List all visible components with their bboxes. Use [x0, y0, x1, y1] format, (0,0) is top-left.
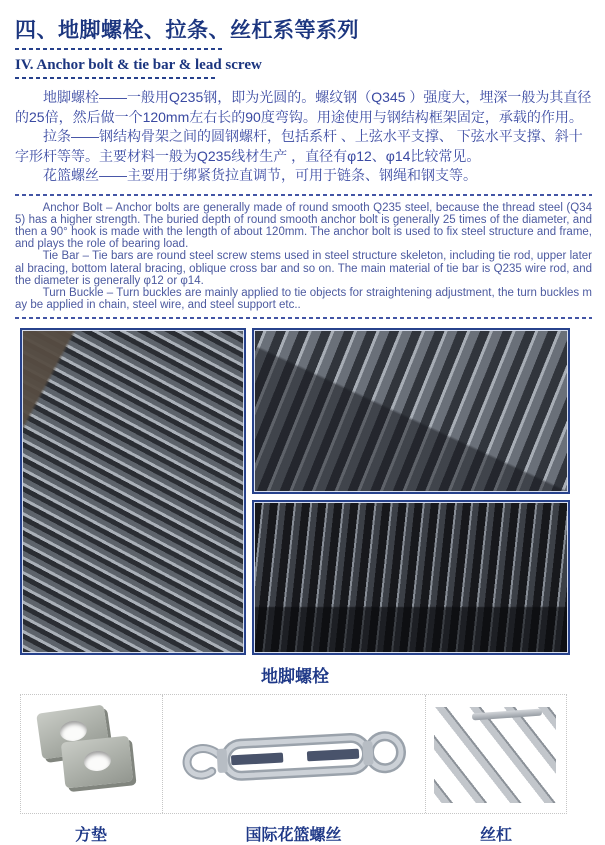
- subtitle-dash-rule: [15, 77, 217, 79]
- en-paragraph-turn-buckle: Turn Buckle – Turn buckles are mainly applied to tie objects for straightening adjustment, the turn buckles may be applied in chain, steel wire, and steel support etc..: [15, 286, 592, 312]
- product-cell-square-washer: [21, 695, 163, 813]
- product-caption-row: [20, 822, 567, 845]
- product-cell-lead-screw: [426, 695, 566, 813]
- gallery-caption: 地脚螺栓: [261, 667, 329, 687]
- photo-collage: [20, 328, 570, 655]
- cn-paragraph-turn-buckle: 花篮螺丝——主要用于绑紧货拉直调节，可用于链条、钢绳和钢支等。: [43, 167, 477, 183]
- section-divider: [15, 194, 592, 196]
- lead-screw-image: [434, 707, 556, 803]
- page-title: 四、地脚螺栓、拉条、丝杠系等系列: [15, 19, 359, 42]
- chinese-intro-section: [15, 88, 592, 186]
- en-paragraph-anchor-bolt: Anchor Bolt – Anchor bolts are generally made of round smooth Q235 steel, because the thread steel (Q345) has a higher strength. The buried depth of round smooth anchor bolt is generally 25 times of the diameter, and then a 90° hook is made with the length of about 120mm. The anchor bolt is used to fix steel structure and frame, and plays the role of bearing load.: [15, 201, 592, 251]
- cn-paragraph-tie-bar: 拉条——钢结构骨架之间的圆钢螺杆，包括系杆 、上弦水平支撑、 下弦水平支撑、斜十字形杆等等。主要材料一般为Q235线材生产 ，直径有φ12、φ14比较常见。: [15, 128, 583, 164]
- anchor-bolts-with-nuts-photo: [252, 328, 570, 494]
- product-caption-turnbuckle: 国际花篮螺丝: [245, 827, 342, 845]
- square-washer-image: [61, 736, 133, 789]
- english-intro-section: [15, 202, 592, 312]
- cn-paragraph-anchor-bolt: 地脚螺栓——一般用Q235钢，即为光圆的。螺纹钢（Q345 ）强度大，埋深一般为其直径的25倍，然后做一个120mm左右长的90度弯钩。用途使用与钢结构框架固定，承载的作用。: [15, 89, 592, 125]
- turnbuckle-image: [173, 713, 415, 797]
- product-caption-lead-screw: 丝杠: [479, 827, 512, 845]
- product-cell-turnbuckle: [163, 695, 426, 813]
- section-divider-bottom: [15, 317, 592, 319]
- page-subtitle-en: IV. Anchor bolt & tie bar & lead screw: [15, 57, 262, 73]
- anchor-bolt-rows-photo: [252, 500, 570, 655]
- en-paragraph-tie-bar: Tie Bar – Tie bars are round steel screw stems used in steel structure skeleton, including tie rod, upper lateral bracing, bottom lateral bracing, oblique cross bar and so on. The main material of tie bar is Q235 wire rod, and the diameter is generally φ12 or φ14.: [15, 250, 592, 287]
- title-dash-rule: [15, 48, 225, 50]
- collage-right-column: [252, 328, 570, 655]
- product-caption-square-washer: 方垫: [74, 827, 107, 845]
- product-strip: [20, 694, 567, 814]
- anchor-bolt-pile-photo: [20, 328, 246, 655]
